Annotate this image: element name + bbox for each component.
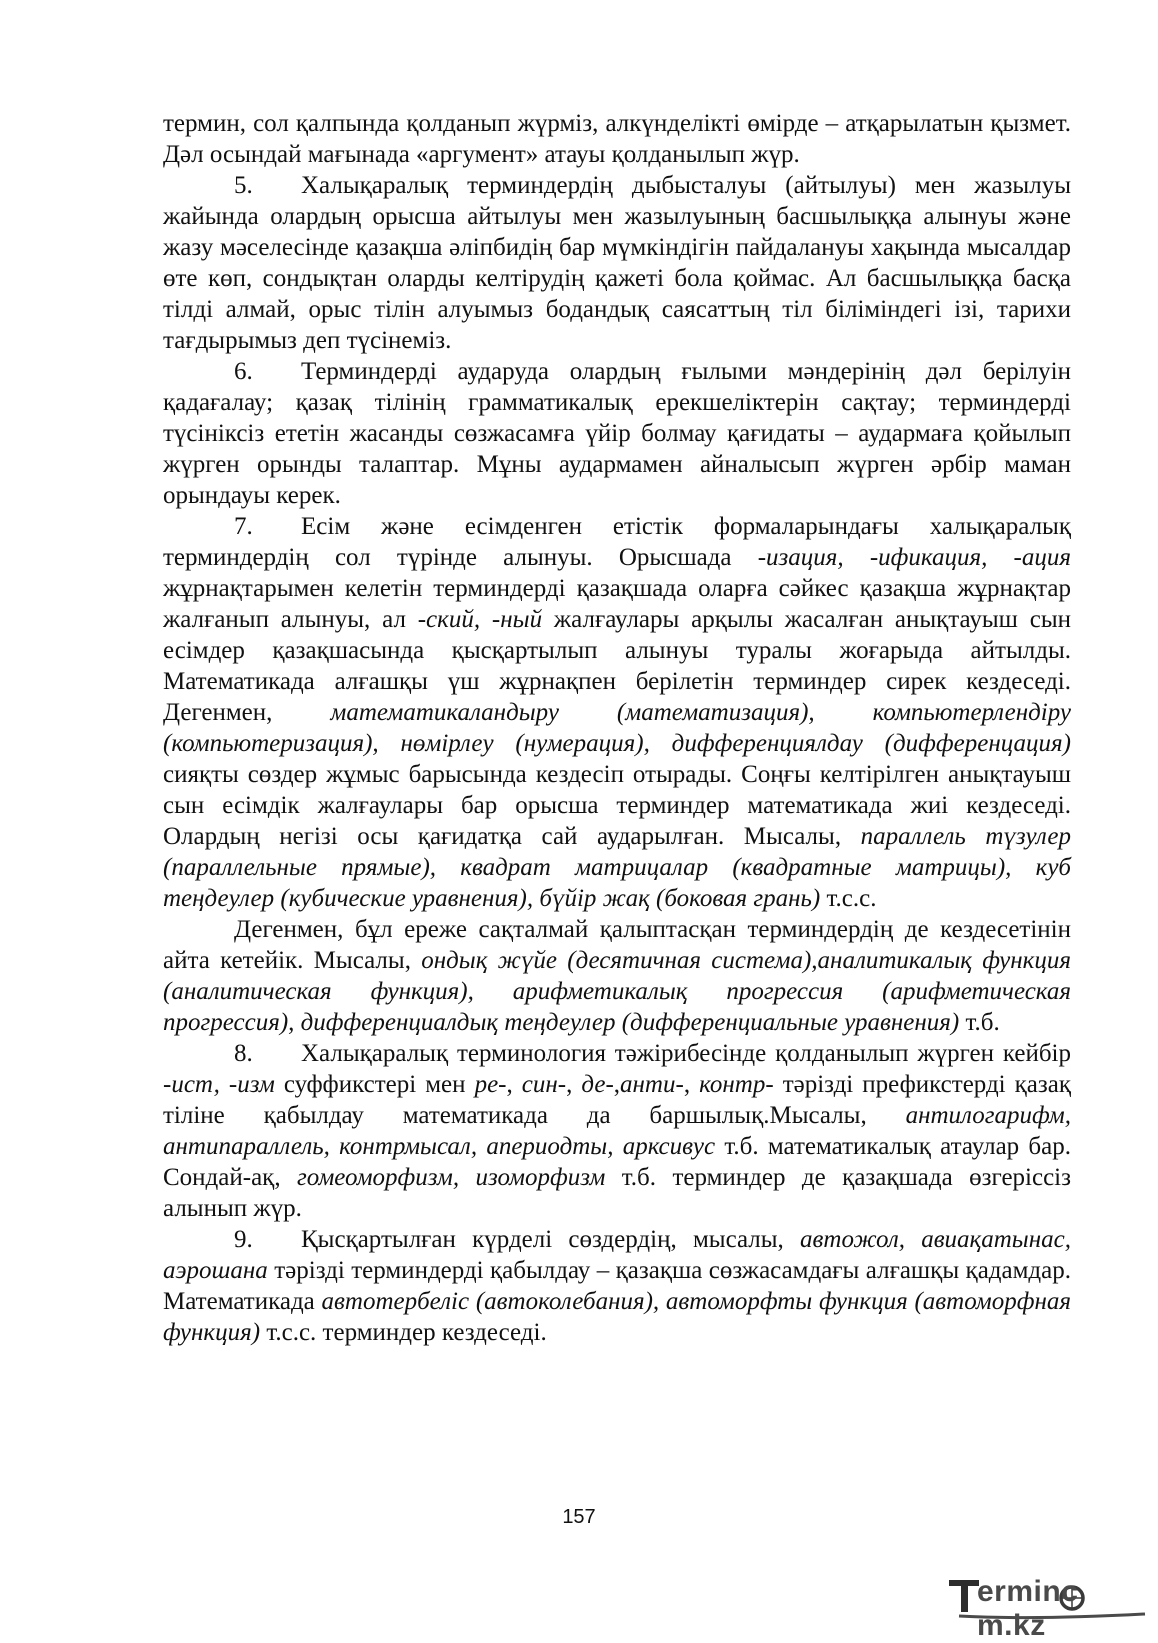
page-number: 157	[562, 1506, 596, 1528]
text-run: тәрізді терминдерді қабылдау – қазақша сөзжасамдағы алғашқы қадамдар. Математикада	[163, 1257, 1071, 1315]
list-number: 6.	[234, 358, 253, 385]
italic-term: анти-	[620, 1071, 684, 1098]
italic-term: автожол, авиақатынас, аэрошана	[163, 1226, 1071, 1284]
text-run: Есім және есімденген етістік формаларындағы халықаралық терминдердің сол түрінде алынуы. Орысшада	[163, 513, 1071, 571]
watermark-text-part: erminc	[977, 1575, 1079, 1608]
italic-term: автотербеліс (автоколебания), автоморфты функция (автоморфная функция)	[163, 1288, 1071, 1346]
paragraph	[163, 511, 1071, 914]
text-run: т.с.с.	[820, 885, 877, 912]
paragraph	[163, 170, 1071, 356]
paragraph	[163, 1038, 1071, 1224]
italic-term: ондық жүйе (десятичная система),аналитикалық функция (аналитическая функция), арифметикалық прогрессия (арифметическая прогрессия), дифференциалдық теңдеулер (дифференциальные уравнения)	[163, 947, 1071, 1036]
paragraph	[163, 356, 1071, 511]
body-text	[163, 108, 1071, 1348]
text-run: Халықаралық терминология тәжірибесінде қолданылып жүрген кейбір	[301, 1040, 1071, 1067]
italic-term: -изация, -ификация, -ация	[757, 544, 1071, 571]
italic-term: -ский, -ный	[417, 606, 543, 633]
italic-term: параллель түзулер (параллельные прямые), квадрат матрицалар (квадратные матрицы), куб теңдеулер (кубические уравнения), бүйір жақ (боковая грань)	[163, 823, 1071, 912]
text-run: тәрізді префикстерді қазақ тіліне қабылдау математикада да баршылық.Мысалы,	[163, 1071, 1072, 1129]
italic-term: син-	[521, 1071, 567, 1098]
text-run: т.б. математикалық атаулар бар. Сондай-ақ,	[163, 1133, 1071, 1191]
text-run: ,	[506, 1071, 522, 1098]
text-run: сияқты сөздер жұмыс барысында кездесіп отырады. Соңғы келтірілген анықтауыш сын есімдік жалғаулары бар орысша терминдер математикада жиі кездеседі. Олардың негізі осы қағидатқа сай аударылған. Мысалы,	[163, 761, 1071, 850]
text-run: ,	[683, 1071, 700, 1098]
text-run: жұрнақтарымен келетін терминдерді қазақшада оларға сәйкес қазақша жұрнақтар жалғанып алынуы, ал	[163, 575, 1071, 633]
list-number: 9.	[234, 1226, 253, 1253]
italic-term: гомеоморфизм, изоморфизм	[297, 1164, 606, 1191]
text-run: термин, сол қалпында қолданып жүрміз, алкүнделікті өмірде – атқарылатын қызмет. Дәл осындай мағынада «аргумент» атауы қолданылып жүр.	[163, 110, 1071, 168]
text-run: т.с.с. терминдер кездеседі.	[260, 1319, 547, 1346]
paragraph	[163, 108, 1071, 170]
text-run: суффикстері мен	[274, 1071, 475, 1098]
list-number: 5.	[234, 172, 253, 199]
text-run: т.б. терминдер де қазақшада өзгеріссіз алынып жүр.	[163, 1164, 1072, 1222]
italic-term: антилогарифм, антипараллель, контрмысал, апериодты, арксивус	[163, 1102, 1071, 1160]
paragraph	[163, 1224, 1071, 1348]
italic-term: де-	[581, 1071, 614, 1098]
list-number: 8.	[234, 1040, 253, 1067]
text-run: Қысқартылған күрделі сөздердің, мысалы,	[301, 1226, 801, 1253]
text-run: ,	[613, 1071, 621, 1098]
italic-term: математикаландыру (математизация), компьютерлендіру (компьютеризация), нөмірлеу (нумерация), дифференциялдау (дифференцация)	[163, 699, 1072, 757]
watermark-text-part: m.kz	[977, 1609, 1046, 1642]
italic-term: -ист, -изм	[163, 1071, 275, 1098]
termincom-watermark	[945, 1568, 1150, 1642]
italic-term: ре-	[474, 1071, 507, 1098]
text-run: Терминдерді аударуда олардың ғылыми мәндерінің дәл берілуін қадағалау; қазақ тілінің грамматикалық ерекшеліктерін сақтау; терминдерді түсініксіз ететін жасанды сөзжасамға үйір болмау қағидаты – аудармаға қойылып жүрген орынды талаптар. Мұны аудармамен айналысып жүрген әрбір маман орындауы керек.	[163, 358, 1071, 509]
text-run: Халықаралық терминдердің дыбысталуы (айтылуы) мен жазылуы жайында олардың орысша айтылуы мен жазылуының басшылыққа алынуы және жазу мәселесінде қазақша әліпбидің бар мүмкіндігін пайдалануы хақында мысалдар өте көп, сондықтан оларды келтірудің қажеті бола қоймас. Ал басшылыққа басқа тілді алмай, орыс тілін алуымыз бодандық саясаттың тіл біліміндегі ізі, тарихи тағдырымыз деп түсінеміз.	[163, 172, 1071, 354]
text-run: Дегенмен, бұл ереже сақталмай қалыптасқан терминдердің де кездесетінін айта кетейік. Мысалы,	[163, 916, 1071, 974]
paragraph	[163, 914, 1071, 1038]
watermark-text	[977, 1575, 1150, 1643]
text-run: т.б.	[959, 1009, 1000, 1036]
text-run: жалғаулары арқылы жасалған анықтауыш сын есімдер қазақшасында қысқартылып алынуы туралы жоғарыда айтылды. Математикада алғашқы үш жұрнақпен берілетін терминдер сирек кездеседі. Дегенмен,	[163, 606, 1072, 726]
list-number: 7.	[234, 513, 253, 540]
text-run: ,	[566, 1071, 582, 1098]
italic-term: контр-	[699, 1071, 774, 1098]
